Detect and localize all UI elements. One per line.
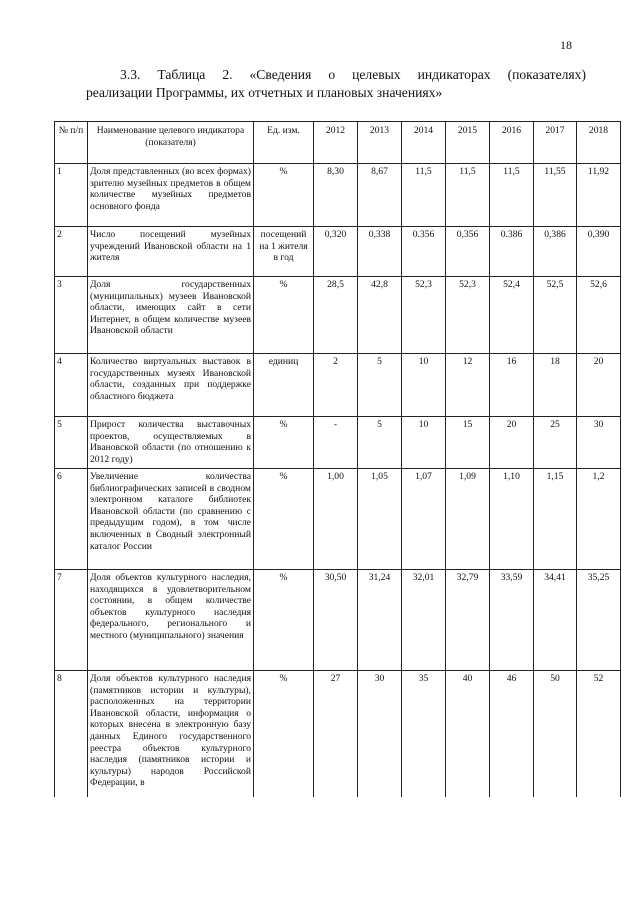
row-value: 0,356 — [446, 227, 490, 277]
row-value: 46 — [490, 671, 534, 798]
row-value: 32,79 — [446, 570, 490, 671]
row-value: 27 — [314, 671, 358, 798]
indicators-table — [54, 121, 621, 797]
row-unit: % — [254, 164, 314, 227]
row-value: 1,05 — [358, 469, 402, 570]
table-header-row — [55, 122, 621, 164]
row-value: 35 — [402, 671, 446, 798]
row-unit: % — [254, 469, 314, 570]
header-year: 2014 — [402, 122, 446, 164]
row-value: 15 — [446, 417, 490, 469]
table-heading-line2: реализации Программы, их отчетных и плановых значениях» — [86, 85, 443, 100]
row-value: 30 — [358, 671, 402, 798]
page-number: 18 — [560, 38, 572, 52]
row-value: 34,41 — [534, 570, 577, 671]
row-name: Доля объектов культурного наследия (памятников истории и культуры), расположенных на территории Ивановской области, информация о которых внесена в электронную базу данных Единого государственного реестра объектов культурного наследия (памятников истории и культуры) народов Российской Федерации, в — [88, 671, 254, 798]
table-row — [55, 417, 621, 469]
row-name: Число посещений музейных учреждений Ивановской области на 1 жителя — [88, 227, 254, 277]
row-unit: % — [254, 277, 314, 354]
row-name: Доля представленных (во всех формах) зрителю музейных предметов в общем количестве музейных предметов основного фонда — [88, 164, 254, 227]
row-value: 11,5 — [402, 164, 446, 227]
row-value: 0.386 — [490, 227, 534, 277]
row-value: 11,92 — [577, 164, 621, 227]
row-value: 35,25 — [577, 570, 621, 671]
row-value: 52,5 — [534, 277, 577, 354]
header-year: 2017 — [534, 122, 577, 164]
row-value: 8,30 — [314, 164, 358, 227]
row-value: 20 — [490, 417, 534, 469]
header-unit: Ед. изм. — [254, 122, 314, 164]
table-heading-line1: 3.3. Таблица 2. «Сведения о целевых индикаторах (показателях) — [120, 67, 586, 82]
row-value: 25 — [534, 417, 577, 469]
row-value: 1,10 — [490, 469, 534, 570]
table-row — [55, 227, 621, 277]
row-name: Прирост количества выставочных проектов, осуществляемых в Ивановской области (по отношению к 2012 году) — [88, 417, 254, 469]
row-num: 5 — [55, 417, 88, 469]
row-value: 10 — [402, 354, 446, 417]
row-unit: % — [254, 417, 314, 469]
row-value: 0.356 — [402, 227, 446, 277]
table-row — [55, 671, 621, 798]
row-value: 30 — [577, 417, 621, 469]
row-value: 5 — [358, 354, 402, 417]
row-unit: единиц — [254, 354, 314, 417]
table-row — [55, 570, 621, 671]
row-num: 6 — [55, 469, 88, 570]
row-num: 3 — [55, 277, 88, 354]
row-value: 42,8 — [358, 277, 402, 354]
header-year: 2018 — [577, 122, 621, 164]
row-num: 8 — [55, 671, 88, 798]
row-value: 0,338 — [358, 227, 402, 277]
row-value: 8,67 — [358, 164, 402, 227]
row-value: 1,07 — [402, 469, 446, 570]
row-value: 11,5 — [490, 164, 534, 227]
row-num: 1 — [55, 164, 88, 227]
table-row — [55, 354, 621, 417]
row-name: Количество виртуальных выставок в государственных музеях Ивановской области, созданных при поддержке областного бюджета — [88, 354, 254, 417]
row-value: 1,09 — [446, 469, 490, 570]
table-row — [55, 164, 621, 227]
row-value: 32,01 — [402, 570, 446, 671]
row-value: 52,3 — [446, 277, 490, 354]
row-value: 2 — [314, 354, 358, 417]
row-value: 28,5 — [314, 277, 358, 354]
header-year: 2012 — [314, 122, 358, 164]
row-value: 1,2 — [577, 469, 621, 570]
row-value: 52 — [577, 671, 621, 798]
table-heading — [86, 66, 586, 102]
row-value: 1,15 — [534, 469, 577, 570]
row-value: 0,320 — [314, 227, 358, 277]
row-value: 50 — [534, 671, 577, 798]
header-num: № п/п — [55, 122, 88, 164]
row-num: 4 — [55, 354, 88, 417]
header-year: 2013 — [358, 122, 402, 164]
row-value: 0,386 — [534, 227, 577, 277]
row-unit: посещений на 1 жителя в год — [254, 227, 314, 277]
header-name: Наименование целевого индикатора (показателя) — [88, 122, 254, 164]
row-value: 5 — [358, 417, 402, 469]
row-value: 40 — [446, 671, 490, 798]
row-value: 11,55 — [534, 164, 577, 227]
row-num: 2 — [55, 227, 88, 277]
header-year: 2015 — [446, 122, 490, 164]
row-value: 52,4 — [490, 277, 534, 354]
row-value: - — [314, 417, 358, 469]
row-name: Доля государственных (муниципальных) музеев Ивановской области, имеющих сайт в сети Интернет, в общем количестве музеев Ивановской области — [88, 277, 254, 354]
row-value: 16 — [490, 354, 534, 417]
row-name: Увеличение количества библиографических записей в сводном электронном каталоге библиотек Ивановской области (по сравнению с предыдущим годом), в том числе включенных в Сводный электронный каталог России — [88, 469, 254, 570]
row-value: 1,00 — [314, 469, 358, 570]
row-value: 0,390 — [577, 227, 621, 277]
row-value: 31,24 — [358, 570, 402, 671]
row-value: 10 — [402, 417, 446, 469]
table-row — [55, 469, 621, 570]
row-value: 12 — [446, 354, 490, 417]
row-name: Доля объектов культурного наследия, находящихся в удовлетворительном состоянии, в общем количестве объектов культурного наследия федерального, регионального и местного (муниципального) значения — [88, 570, 254, 671]
row-value: 20 — [577, 354, 621, 417]
row-value: 30,50 — [314, 570, 358, 671]
row-value: 52,3 — [402, 277, 446, 354]
table-row — [55, 277, 621, 354]
row-value: 11,5 — [446, 164, 490, 227]
row-value: 33,59 — [490, 570, 534, 671]
header-year: 2016 — [490, 122, 534, 164]
row-num: 7 — [55, 570, 88, 671]
row-unit: % — [254, 570, 314, 671]
row-value: 52,6 — [577, 277, 621, 354]
row-value: 18 — [534, 354, 577, 417]
row-unit: % — [254, 671, 314, 798]
